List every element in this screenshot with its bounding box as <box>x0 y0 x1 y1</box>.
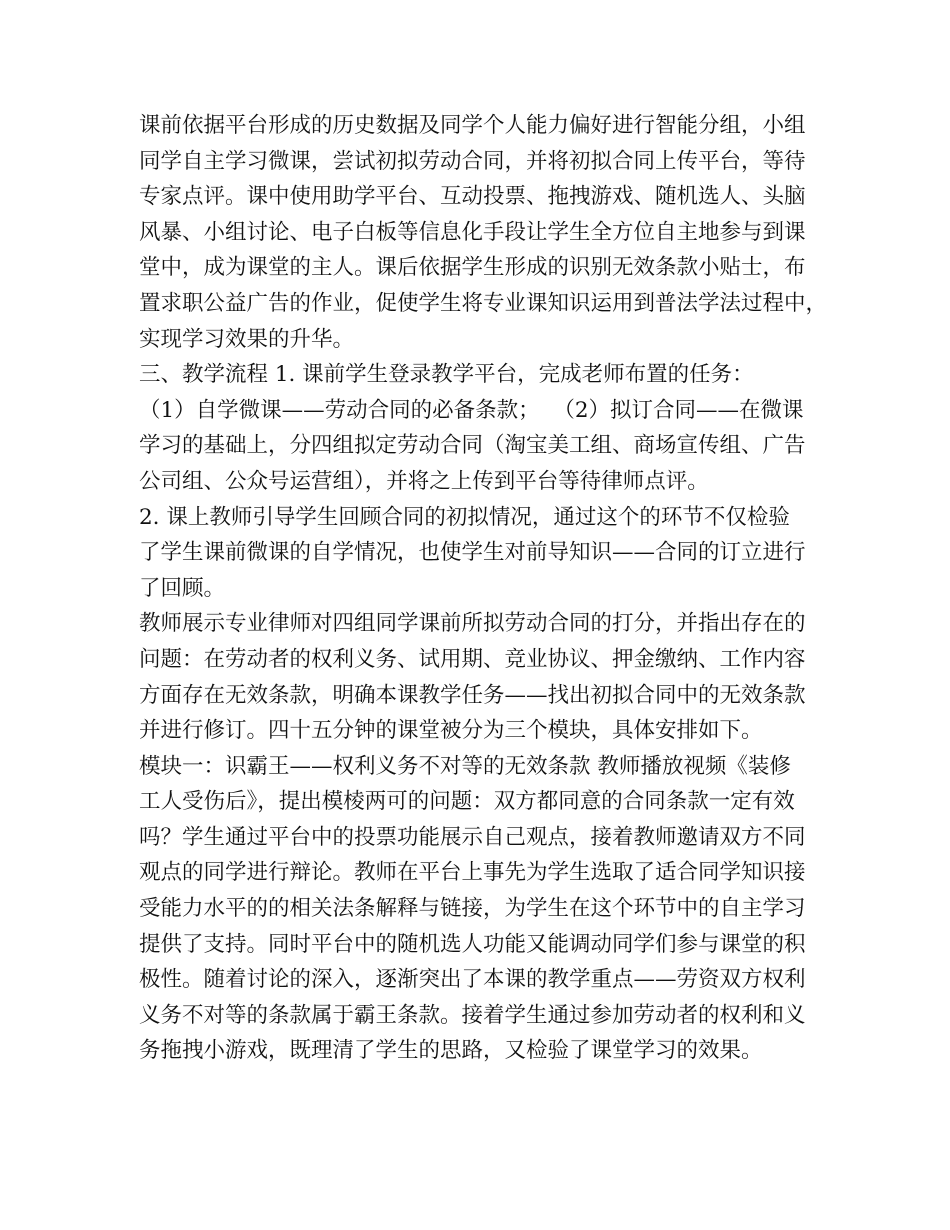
text-line: 风暴、小组讨论、电子白板等信息化手段让学生全方位自主地参与到课 <box>139 219 806 245</box>
text-line: 公司组、公众号运营组），并将之上传到平台等待律师点评。 <box>139 468 709 494</box>
text-line: 问题：在劳动者的权利义务、试用期、竞业协议、押金缴纳、工作内容 <box>139 646 806 672</box>
text-line: （1）自学微课——劳动合同的必备条款； （2）拟订合同——在微课 <box>139 397 804 423</box>
text-line: 极性。随着讨论的深入，逐渐突出了本课的教学重点——劳资双方权利 <box>139 967 806 993</box>
text-line: 并进行修订。四十五分钟的课堂被分为三个模块，具体安排如下。 <box>139 718 763 744</box>
text-line: 提供了支持。同时平台中的随机选人功能又能调动同学们参与课堂的积 <box>139 931 806 957</box>
text-line: 同学自主学习微课，尝试初拟劳动合同，并将初拟合同上传平台，等待 <box>139 148 806 174</box>
text-line: 方面存在无效条款，明确本课教学任务——找出初拟合同中的无效条款 <box>139 682 806 708</box>
text-line: 工人受伤后》，提出模棱两可的问题：双方都同意的合同条款一定有效 <box>139 789 795 815</box>
text-line: 实现学习效果的升华。 <box>139 326 355 352</box>
text-line: 堂中，成为课堂的主人。课后依据学生形成的识别无效条款小贴士，布 <box>139 255 806 281</box>
text-line: 置求职公益广告的作业，促使学生将专业课知识运用到普法学法过程中， <box>139 290 828 316</box>
text-line: 受能力水平的的相关法条解释与链接，为学生在这个环节中的自主学习 <box>139 896 806 922</box>
text-line: 学习的基础上，分四组拟定劳动合同（淘宝美工组、商场宣传组、广告 <box>139 433 806 459</box>
text-line: 了学生课前微课的自学情况，也使学生对前导知识——合同的订立进行 <box>139 540 806 566</box>
module-heading-line: 模块一：识霸王——权利义务不对等的无效条款 教师播放视频《装修 <box>139 753 791 779</box>
text-line: 教师展示专业律师对四组同学课前所拟劳动合同的打分，并指出存在的 <box>139 611 806 637</box>
text-line: 务拖拽小游戏，既理清了学生的思路，又检验了课堂学习的效果。 <box>139 1038 763 1064</box>
body-text <box>139 108 829 1069</box>
text-line: 了回顾。 <box>139 575 226 601</box>
section-heading-line: 三、教学流程 1. 课前学生登录教学平台，完成老师布置的任务： <box>139 362 754 388</box>
text-line: 2. 课上教师引导学生回顾合同的初拟情况，通过这个的环节不仅检验 <box>139 504 790 530</box>
text-line: 观点的同学进行辩论。教师在平台上事先为学生选取了适合同学知识接 <box>139 860 806 886</box>
text-line: 义务不对等的条款属于霸王条款。接着学生通过参加劳动者的权利和义 <box>139 1002 806 1028</box>
text-line: 专家点评。课中使用助学平台、互动投票、拖拽游戏、随机选人、头脑 <box>139 184 806 210</box>
text-line: 课前依据平台形成的历史数据及同学个人能力偏好进行智能分组，小组 <box>139 113 806 138</box>
text-line: 吗？学生通过平台中的投票功能展示自己观点，接着教师邀请双方不同 <box>139 824 806 850</box>
